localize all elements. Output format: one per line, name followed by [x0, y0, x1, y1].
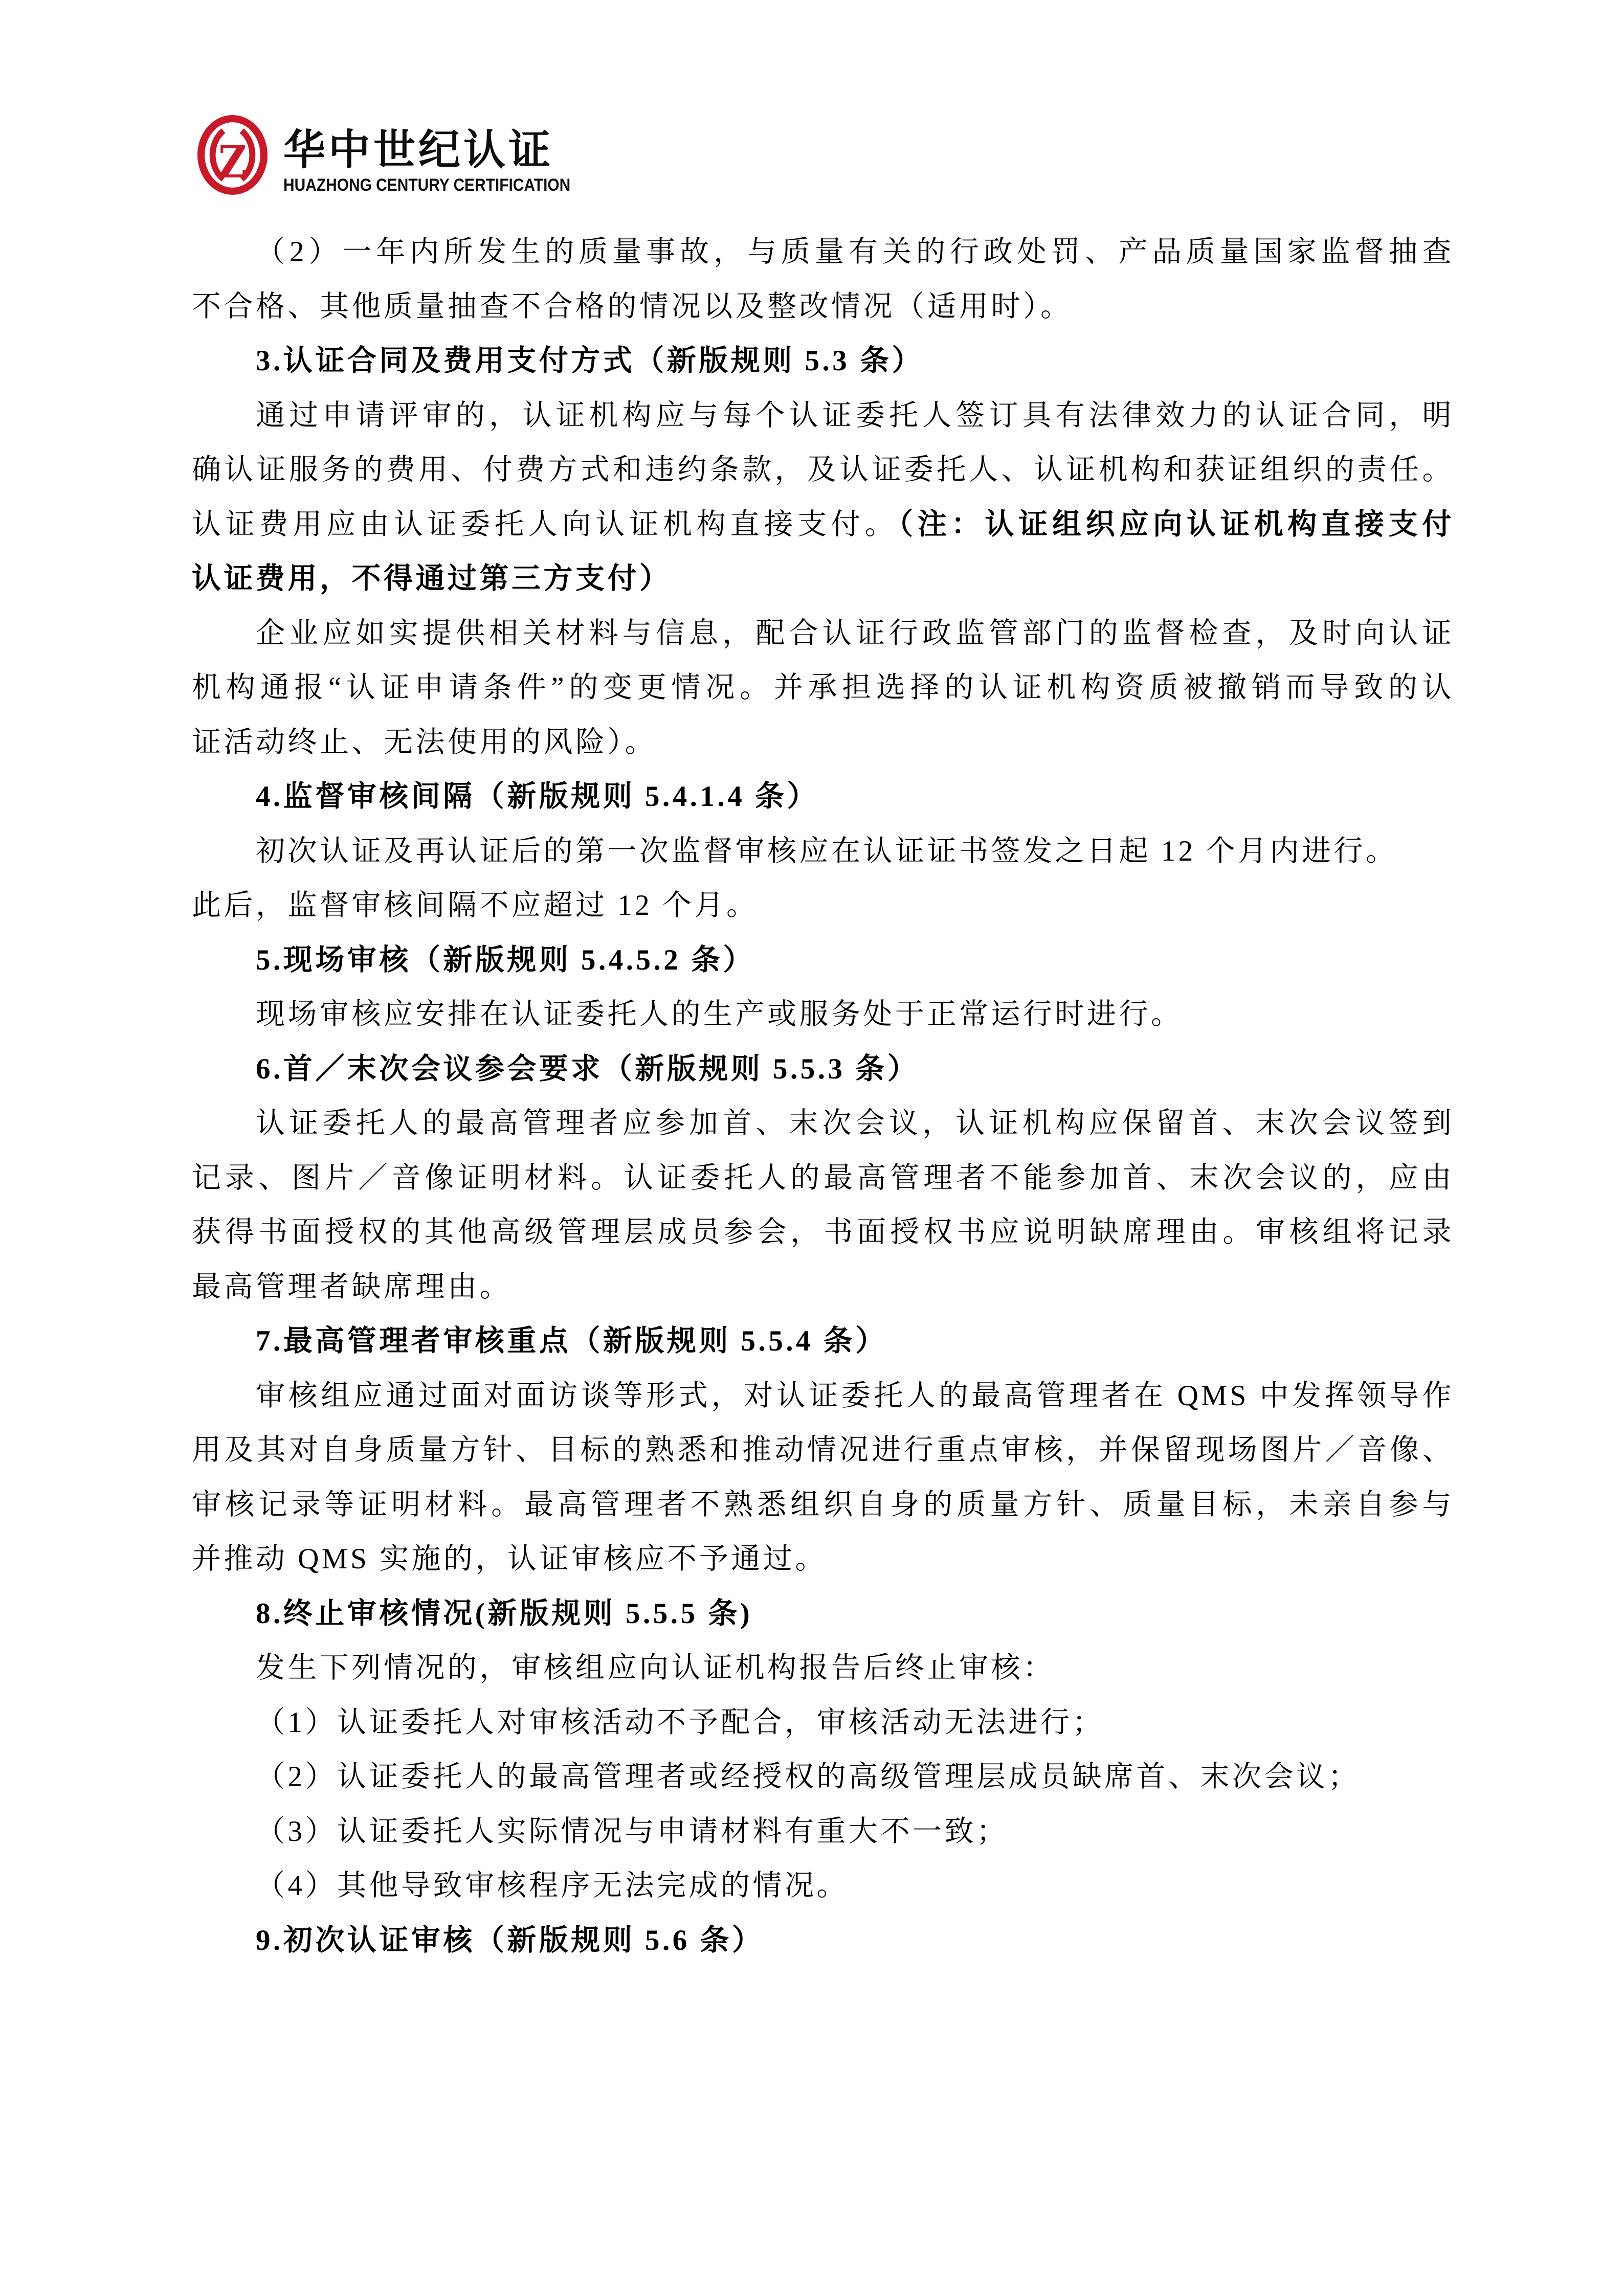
text-line: （4）其他导致审核程序无法完成的情况。: [256, 1870, 849, 1902]
heading-line: 6.首／末次会议参会要求（新版规则 5.5.3 条）: [256, 1052, 920, 1085]
text-line: 现场审核应安排在认证委托人的生产或服务处于正常运行时进行。: [256, 998, 1183, 1030]
text-line: 获得书面授权的其他高级管理层成员参会，书面授权书应说明缺席理由。审核组将记录: [192, 1216, 1454, 1248]
text-line: 机构通报“认证申请条件”的变更情况。并承担选择的认证机构资质被撤销而导致的认: [192, 671, 1454, 704]
text-line: （2）一年内所发生的质量事故，与质量有关的行政处罚、产品质量国家监督抽查: [256, 236, 1454, 268]
heading-line: 认证费用，不得通过第三方支付）: [192, 562, 672, 595]
heading-line: 5.现场审核（新版规则 5.4.5.2 条）: [256, 943, 755, 976]
text-line: 初次认证及再认证后的第一次监督审核应在认证证书签发之日起 12 个月内进行。: [256, 835, 1398, 867]
svg-text:Z: Z: [218, 136, 247, 189]
text-line: （1）认证委托人对审核活动不予配合，审核活动无法进行；: [256, 1706, 1104, 1739]
text-line: 认证委托人的最高管理者应参加首、末次会议，认证机构应保留首、末次会议签到: [256, 1107, 1454, 1139]
bold-text-segment: （注：认证组织应向认证机构直接支付: [898, 508, 1455, 541]
text-line: 不合格、其他质量抽查不合格的情况以及整改情况（适用时）。: [192, 290, 1073, 323]
brand-name-en: HUAZHONG CENTURY CERTIFICATION: [283, 175, 571, 195]
text-line: 审核记录等证明材料。最高管理者不熟悉组织自身的质量方针、质量目标，未亲自参与: [192, 1488, 1454, 1521]
brand-logo-icon: [196, 115, 269, 195]
text-line: （2）认证委托人的最高管理者或经授权的高级管理层成员缺席首、末次会议；: [256, 1761, 1360, 1793]
text-line: 最高管理者缺席理由。: [192, 1270, 511, 1303]
text-line: （3）认证委托人实际情况与申请材料有重大不一致；: [256, 1815, 1009, 1848]
text-line: 用及其对自身质量方针、目标的熟悉和推动情况进行重点审核，并保留现场图片／音像、: [192, 1434, 1454, 1466]
brand-logotype: [283, 127, 610, 195]
heading-line: 3.认证合同及费用支付方式（新版规则 5.3 条）: [256, 345, 924, 377]
text-line: 确认证服务的费用、付费方式和违约条款，及认证委托人、认证机构和获证组织的责任。: [192, 454, 1454, 486]
document-body: [192, 225, 1454, 1968]
brand-name-cn: 华中世纪认证: [283, 127, 554, 173]
heading-line: 4.监督审核间隔（新版规则 5.4.1.4 条）: [256, 780, 819, 813]
text-line: 证活动终止、无法使用的风险）。: [192, 726, 657, 758]
text-line: [192, 498, 1454, 552]
heading-line: 7.最高管理者审核重点（新版规则 5.5.4 条）: [256, 1325, 887, 1357]
text-segment: 认证费用应由认证委托人向认证机构直接支付。: [192, 508, 899, 541]
heading-line: 8.终止审核情况(新版规则 5.5.5 条): [256, 1597, 753, 1630]
text-line: 并推动 QMS 实施的，认证审核应不予通过。: [192, 1543, 828, 1575]
text-line: 发生下列情况的，审核组应向认证机构报告后终止审核：: [256, 1652, 1055, 1684]
brand-logo: [196, 115, 610, 195]
text-line: 此后，监督审核间隔不应超过 12 个月。: [192, 889, 759, 921]
text-line: 企业应如实提供相关材料与信息，配合认证行政监管部门的监督检查，及时向认证: [256, 617, 1454, 649]
text-line: 记录、图片／音像证明材料。认证委托人的最高管理者不能参加首、末次会议的，应由: [192, 1161, 1454, 1194]
text-line: 审核组应通过面对面访谈等形式，对认证委托人的最高管理者在 QMS 中发挥领导作: [256, 1379, 1454, 1412]
heading-line: 9.初次认证审核（新版规则 5.6 条）: [256, 1924, 764, 1956]
text-line: 通过申请评审的，认证机构应与每个认证委托人签订具有法律效力的认证合同，明: [256, 399, 1454, 432]
